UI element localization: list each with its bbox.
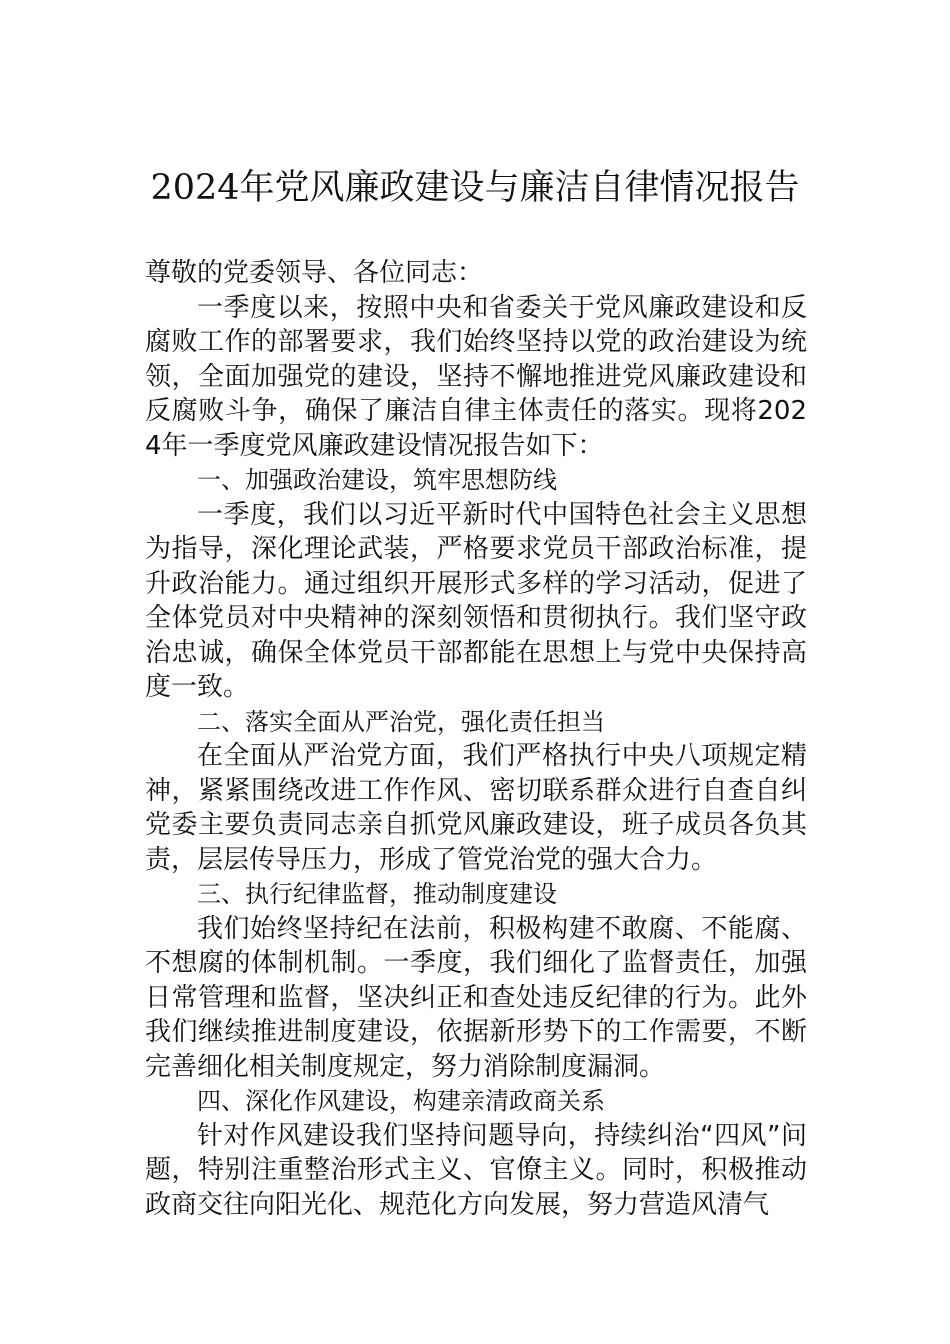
document-body xyxy=(145,256,807,1222)
section-heading-4: 四、深化作风建设，构建亲清政商关系 xyxy=(197,1087,605,1115)
paragraph-section-3: 我们始终坚持纪在法前，积极构建不敢腐、不能腐、不想腐的体制机制。一季度，我们细化了监督责任，加强日常管理和监督，坚决纠正和查处违反纪律的行为。此外我们继续推进制度建设，依据新形势下的工作需要，不断完善细化相关制度规定，努力消除制度漏洞。 xyxy=(145,913,807,1082)
section-heading-1: 一、加强政治建设，筑牢思想防线 xyxy=(197,466,557,494)
paragraph-intro: 一季度以来，按照中央和省委关于党风廉政建设和反腐败工作的部署要求，我们始终坚持以党的政治建设为统领，全面加强党的建设，坚持不懈地推进党风廉政建设和反腐败斗争，确保了廉洁自律主体责任的落实。现将2024年一季度党风廉政建设情况报告如下： xyxy=(145,292,807,461)
paragraph-section-1: 一季度，我们以习近平新时代中国特色社会主义思想为指导，深化理论武装，严格要求党员干部政治标准，提升政治能力。通过组织开展形式多样的学习活动，促进了全体党员对中央精神的深刻领悟和贯彻执行。我们坚守政治忠诚，确保全体党员干部都能在思想上与党中央保持高度一致。 xyxy=(145,499,807,702)
greeting: 尊敬的党委领导、各位同志： xyxy=(145,258,484,288)
section-heading-2: 二、落实全面从严治党，强化责任担当 xyxy=(197,707,605,736)
document-title: 2024年党风廉政建设与廉洁自律情况报告 xyxy=(150,168,800,208)
paragraph-section-2: 在全面从严治党方面，我们严格执行中央八项规定精神，紧紧围绕改进工作作风、密切联系群众进行自查自纠党委主要负责同志亲自抓党风廉政建设，班子成员各负其责，层层传导压力，形成了管党治党的强大合力。 xyxy=(145,741,807,875)
section-heading-3: 三、执行纪律监督，推动制度建设 xyxy=(197,880,557,908)
paragraph-section-4: 针对作风建设我们坚持问题导向，持续纠治“四风”问题，特别注重整治形式主义、官僚主义。同时，积极推动政商交往向阳光化、规范化方向发展，努力营造风清气 xyxy=(145,1120,807,1220)
